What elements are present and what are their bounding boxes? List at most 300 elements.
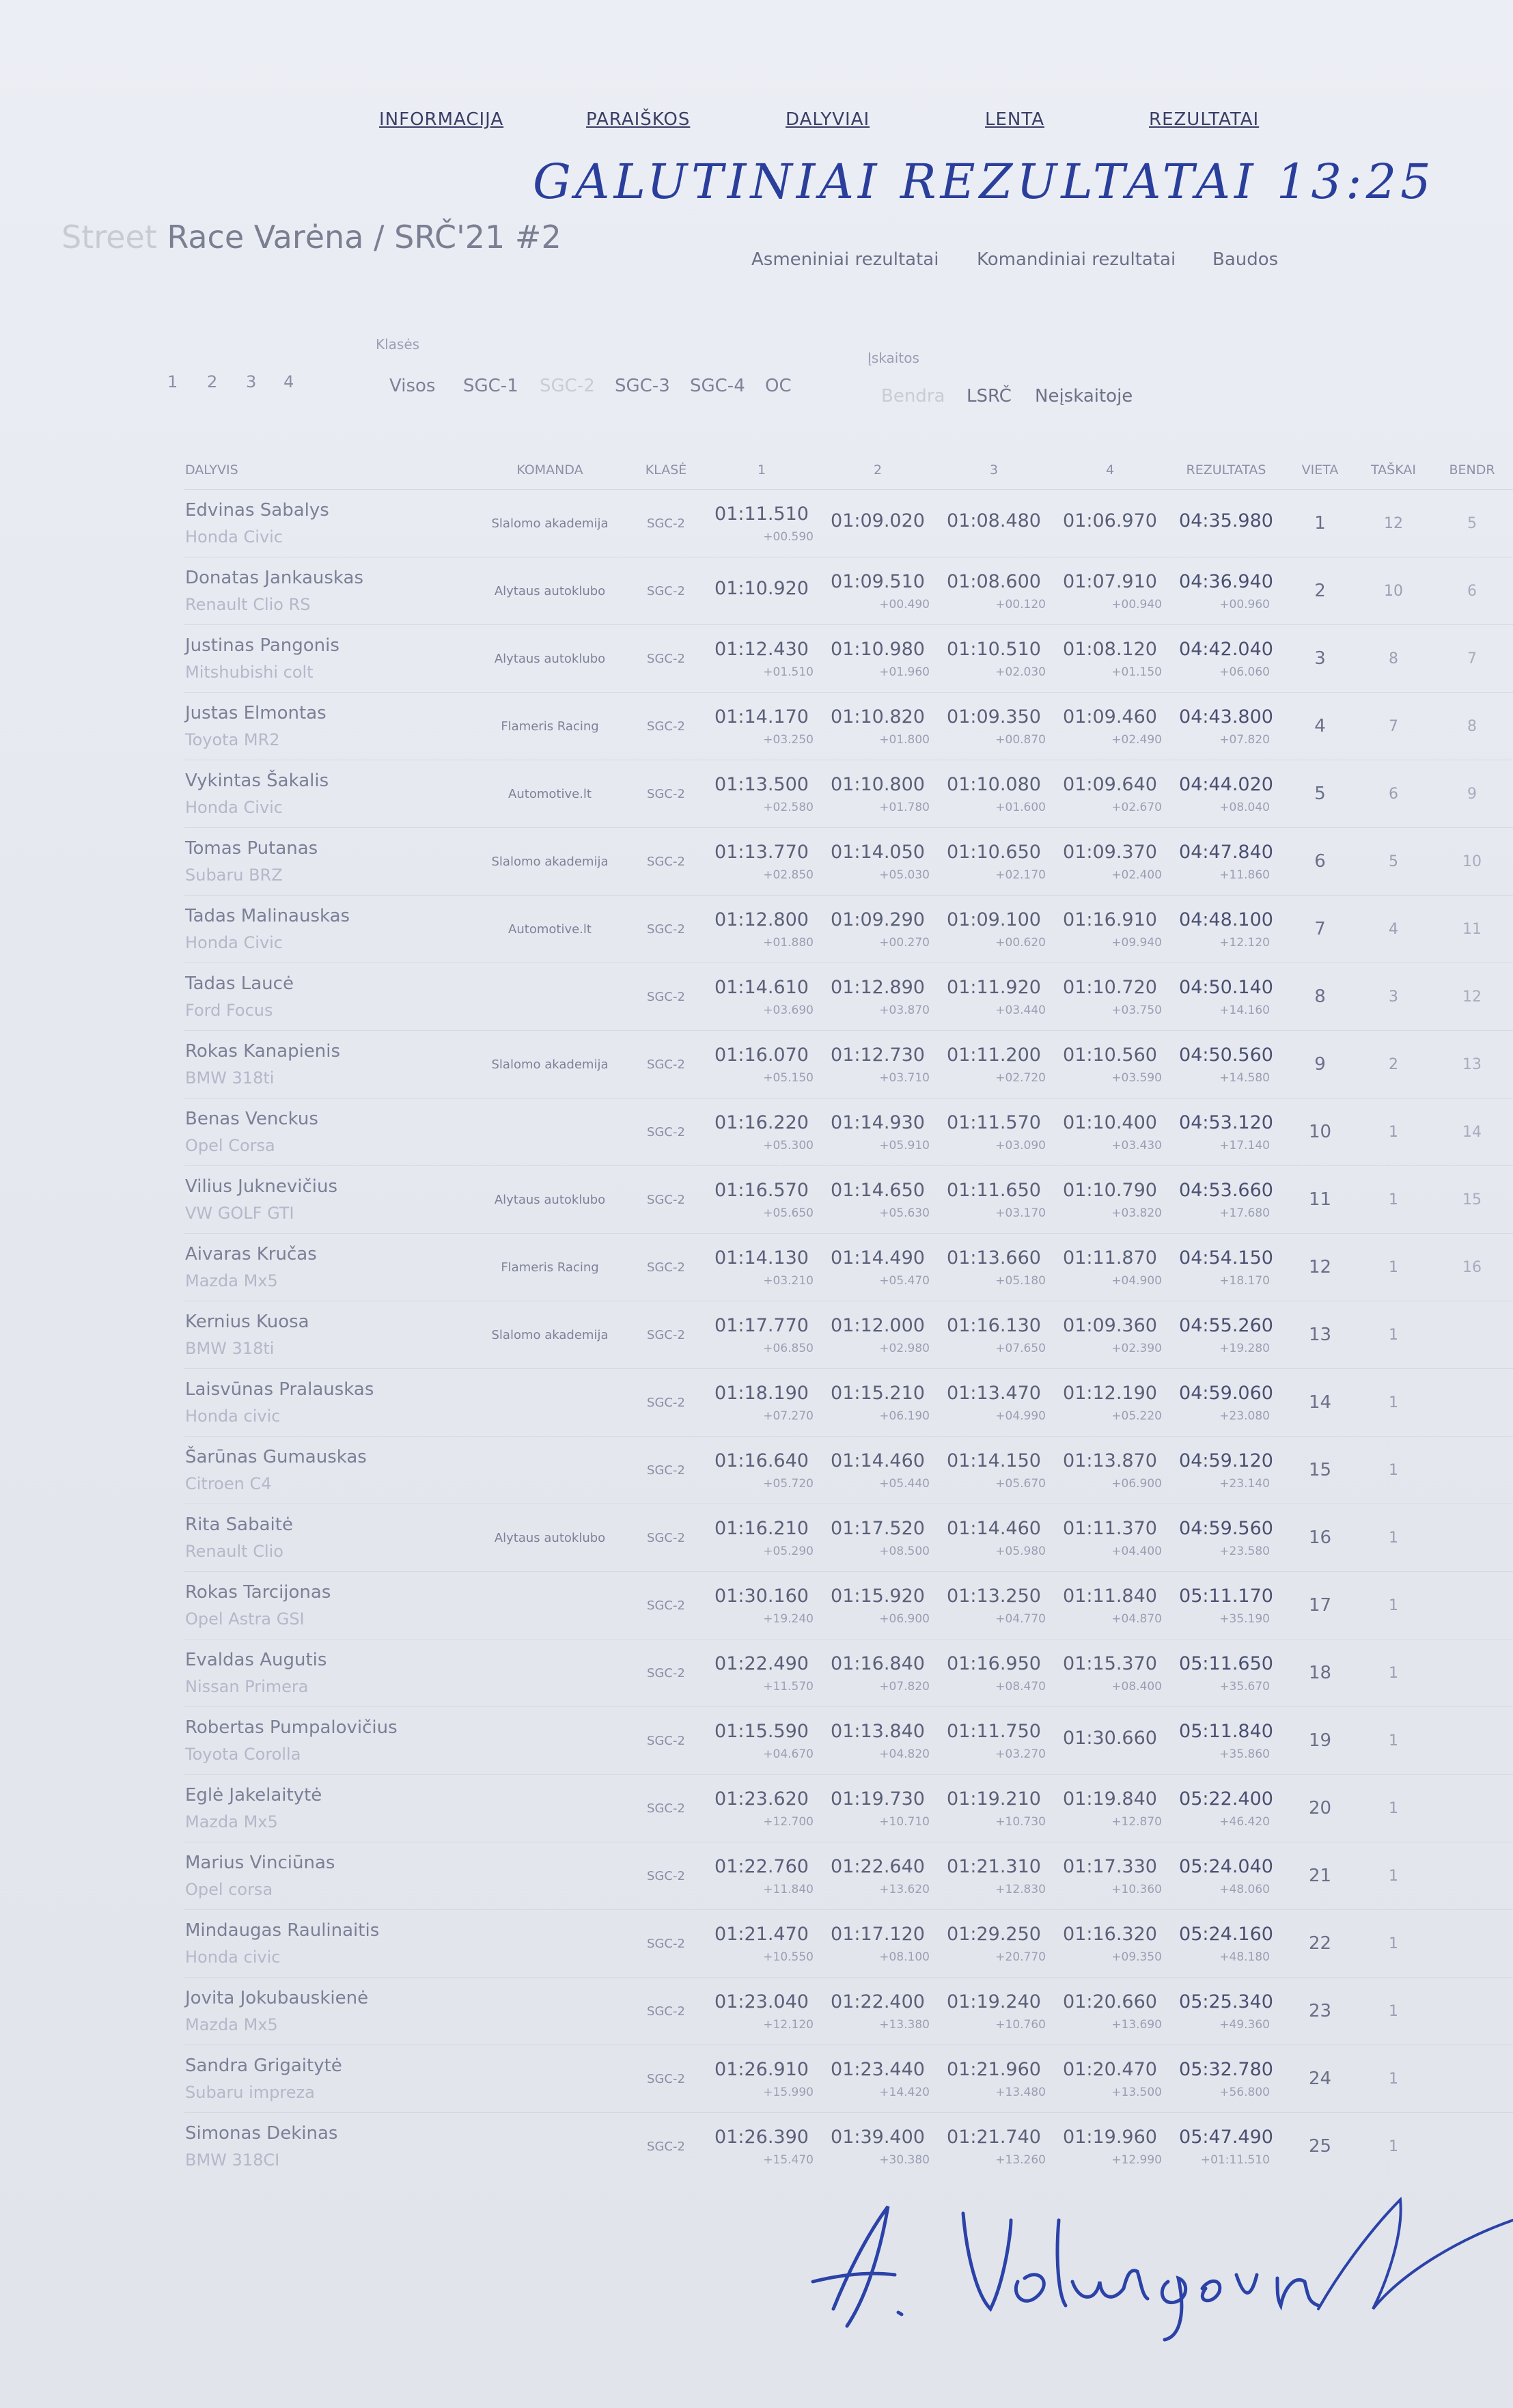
result-diff: +08.040 — [1219, 800, 1270, 814]
driver-car: Toyota Corolla — [185, 1745, 301, 1764]
lap-cell — [936, 828, 1052, 896]
lap-cell — [936, 2113, 1052, 2181]
lap-cell — [704, 1775, 820, 1842]
lap-time: 01:23.440 — [831, 2058, 925, 2080]
driver-cell — [184, 760, 471, 828]
class-cell — [628, 1842, 704, 1910]
nav-rezultatai[interactable]: REZULTATAI — [1149, 109, 1260, 130]
lap-cell — [1052, 625, 1168, 693]
result-time: 05:47.490 — [1179, 2126, 1273, 2148]
lap-diff: +10.730 — [995, 1814, 1046, 1829]
driver-car: BMW 318ti — [185, 1068, 275, 1088]
nav-paraiskos[interactable]: PARAIŠKOS — [586, 109, 691, 130]
lap-cell — [1052, 1031, 1168, 1098]
result-diff: +35.190 — [1219, 1611, 1270, 1626]
table-row[interactable] — [184, 1572, 1513, 1639]
driver-name: Tadas Malinauskas — [185, 906, 350, 926]
lap-cell — [820, 625, 936, 693]
table-row[interactable] — [184, 1842, 1513, 1910]
points-value: 12 — [1384, 514, 1403, 532]
driver-cell — [184, 1166, 471, 1234]
driver-cell — [184, 557, 471, 625]
driver-car: Mazda Mx5 — [185, 2015, 278, 2034]
points-cell — [1356, 490, 1431, 557]
lap-diff: +04.770 — [995, 1611, 1046, 1626]
bendr-value: 7 — [1467, 650, 1477, 667]
klases-label: Klasės — [376, 336, 420, 352]
lap-time: 01:12.190 — [1063, 1382, 1157, 1404]
result-cell — [1168, 2113, 1284, 2181]
lap-time: 01:09.350 — [947, 706, 1041, 728]
place-value: 12 — [1308, 1257, 1332, 1277]
points-value: 5 — [1389, 853, 1398, 870]
lap-cell — [704, 1098, 820, 1166]
table-row[interactable] — [184, 1234, 1513, 1301]
lap-time: 01:12.000 — [831, 1314, 925, 1336]
tab-asmeniniai[interactable]: Asmeniniai rezultatai — [751, 249, 939, 270]
lap-diff: +09.350 — [1111, 1950, 1162, 1964]
page-1[interactable]: 1 — [167, 372, 178, 391]
lap-diff: +02.390 — [1111, 1341, 1162, 1355]
driver-car: Ford Focus — [185, 1001, 273, 1020]
lap-time: 01:11.750 — [947, 1720, 1041, 1742]
team-cell — [471, 1098, 628, 1166]
driver-cell — [184, 2045, 471, 2113]
points-cell — [1356, 1775, 1431, 1842]
lap-diff: +12.990 — [1111, 2153, 1162, 2167]
table-row[interactable] — [184, 557, 1513, 625]
points-value: 1 — [1389, 1867, 1398, 1885]
team-cell — [471, 2113, 628, 2181]
result-subtabs — [751, 249, 1366, 277]
driver-car: Nissan Primera — [185, 1677, 309, 1696]
result-time: 05:22.400 — [1179, 1788, 1273, 1810]
lap-diff: +05.290 — [763, 1544, 814, 1558]
lap-diff: +12.120 — [763, 2017, 814, 2032]
table-row[interactable] — [184, 1775, 1513, 1842]
lap-time: 01:30.660 — [1063, 1727, 1157, 1749]
table-row[interactable] — [184, 693, 1513, 760]
class-name: SGC-2 — [647, 786, 685, 801]
table-row[interactable] — [184, 1369, 1513, 1437]
scope-neiskaitoje[interactable]: Neįskaitoje — [1035, 386, 1133, 406]
lap-time: 01:11.570 — [947, 1111, 1041, 1133]
lap-cell — [820, 490, 936, 557]
bendr-cell — [1431, 1978, 1513, 2045]
nav-lenta[interactable]: LENTA — [985, 109, 1045, 130]
lap-time: 01:21.740 — [947, 2126, 1041, 2148]
lap-time: 01:20.660 — [1063, 1991, 1157, 2012]
result-time: 04:44.020 — [1179, 773, 1273, 795]
lap-time: 01:12.890 — [831, 976, 925, 998]
lap-cell — [704, 490, 820, 557]
place-value: 7 — [1314, 919, 1326, 939]
class-cell — [628, 1166, 704, 1234]
lap-time: 01:14.930 — [831, 1111, 925, 1133]
table-row[interactable] — [184, 625, 1513, 693]
lap-cell — [704, 1301, 820, 1369]
lap-cell — [820, 1707, 936, 1775]
lap-cell — [704, 693, 820, 760]
lap-cell — [936, 760, 1052, 828]
team-name: Slalomo akademija — [491, 854, 609, 869]
lap-time: 01:26.390 — [714, 2126, 809, 2148]
points-cell — [1356, 2113, 1431, 2181]
driver-car: Toyota MR2 — [185, 730, 280, 749]
lap-diff: +07.270 — [763, 1409, 814, 1423]
bendr-value: 9 — [1467, 785, 1477, 803]
class-cell — [628, 828, 704, 896]
table-row[interactable] — [184, 1098, 1513, 1166]
bendr-value: 13 — [1462, 1055, 1482, 1073]
lap-cell — [936, 1166, 1052, 1234]
lap-time: 01:08.120 — [1063, 638, 1157, 660]
result-cell — [1168, 1842, 1284, 1910]
points-value: 4 — [1389, 920, 1398, 938]
result-diff: +56.800 — [1219, 2085, 1270, 2099]
driver-car: VW GOLF GTI — [185, 1204, 294, 1223]
lap-diff: +08.500 — [879, 1544, 930, 1558]
bendr-cell — [1431, 1031, 1513, 1098]
page-2[interactable]: 2 — [207, 372, 218, 391]
lap-cell — [1052, 490, 1168, 557]
result-time: 04:53.660 — [1179, 1179, 1273, 1201]
team-cell — [471, 1369, 628, 1437]
scope-bendra[interactable]: Bendra — [881, 386, 945, 406]
place-cell — [1284, 1437, 1356, 1504]
result-cell — [1168, 1301, 1284, 1369]
table-row[interactable] — [184, 1301, 1513, 1369]
lap-diff: +00.490 — [879, 597, 930, 611]
bendr-value: 14 — [1462, 1123, 1482, 1141]
place-value: 2 — [1314, 581, 1326, 601]
tab-komandiniai[interactable]: Komandiniai rezultatai — [977, 249, 1176, 270]
lap-diff: +19.240 — [763, 1611, 814, 1626]
lap-diff: +05.470 — [879, 1273, 930, 1288]
driver-name: Justas Elmontas — [185, 703, 327, 723]
result-time: 05:32.780 — [1179, 2058, 1273, 2080]
points-value: 1 — [1389, 2137, 1398, 2155]
team-cell — [471, 1504, 628, 1572]
driver-name: Tadas Laucė — [185, 973, 294, 994]
result-diff: +01:11.510 — [1200, 2153, 1270, 2167]
class-sgc3[interactable]: SGC-3 — [615, 376, 670, 396]
driver-name: Rokas Kanapienis — [185, 1041, 341, 1062]
team-cell — [471, 490, 628, 557]
place-cell — [1284, 760, 1356, 828]
driver-car: Citroen C4 — [185, 1474, 272, 1493]
lap-time: 01:20.470 — [1063, 2058, 1157, 2080]
driver-name: Mindaugas Raulinaitis — [185, 1920, 380, 1941]
result-time: 05:24.040 — [1179, 1855, 1273, 1877]
result-time: 05:24.160 — [1179, 1923, 1273, 1945]
lap-cell — [1052, 693, 1168, 760]
lap-cell — [1052, 760, 1168, 828]
points-value: 1 — [1389, 1935, 1398, 1952]
bendr-cell — [1431, 1842, 1513, 1910]
lap-time: 01:14.460 — [947, 1517, 1041, 1539]
team-name: Slalomo akademija — [491, 1057, 609, 1072]
nav-informacija[interactable]: INFORMACIJA — [379, 109, 504, 130]
table-row[interactable] — [184, 1978, 1513, 2045]
lap-cell — [704, 1166, 820, 1234]
class-sgc1[interactable]: SGC-1 — [463, 376, 518, 396]
table-row[interactable] — [184, 1707, 1513, 1775]
lap-time: 01:16.640 — [714, 1450, 809, 1471]
lap-diff: +30.380 — [879, 2153, 930, 2167]
table-row[interactable] — [184, 1910, 1513, 1978]
lap-diff: +02.720 — [995, 1070, 1046, 1085]
result-diff: +18.170 — [1219, 1273, 1270, 1288]
result-cell — [1168, 896, 1284, 963]
lap-diff: +00.120 — [995, 597, 1046, 611]
result-cell — [1168, 1707, 1284, 1775]
table-row[interactable] — [184, 2113, 1513, 2181]
table-row[interactable] — [184, 896, 1513, 963]
class-cell — [628, 896, 704, 963]
lap-cell — [1052, 1166, 1168, 1234]
lap-cell — [820, 557, 936, 625]
class-cell — [628, 1098, 704, 1166]
points-value: 1 — [1389, 1799, 1398, 1817]
lap-cell — [936, 1775, 1052, 1842]
class-sgc4[interactable]: SGC-4 — [690, 376, 745, 396]
driver-car: Mitshubishi colt — [185, 663, 314, 682]
lap-time: 01:06.970 — [1063, 510, 1157, 531]
class-cell — [628, 625, 704, 693]
lap-diff: +05.630 — [879, 1206, 930, 1220]
lap-diff: +05.300 — [763, 1138, 814, 1152]
place-cell — [1284, 1572, 1356, 1639]
lap-diff: +00.270 — [879, 935, 930, 950]
class-cell — [628, 1639, 704, 1707]
bendr-value: 11 — [1462, 920, 1482, 938]
lap-time: 01:09.640 — [1063, 773, 1157, 795]
place-value: 18 — [1308, 1663, 1332, 1683]
driver-cell — [184, 1031, 471, 1098]
driver-name: Marius Vinciūnas — [185, 1853, 335, 1873]
lap-diff: +03.170 — [995, 1206, 1046, 1220]
lap-time: 01:17.770 — [714, 1314, 809, 1336]
lap-cell — [1052, 1978, 1168, 2045]
lap-time: 01:11.840 — [1063, 1585, 1157, 1607]
place-cell — [1284, 2045, 1356, 2113]
class-cell — [628, 1978, 704, 2045]
table-row[interactable] — [184, 1031, 1513, 1098]
points-cell — [1356, 760, 1431, 828]
place-cell — [1284, 1639, 1356, 1707]
result-diff: +17.140 — [1219, 1138, 1270, 1152]
place-value: 10 — [1308, 1122, 1332, 1142]
result-diff: +14.160 — [1219, 1003, 1270, 1017]
class-name: SGC-2 — [647, 1936, 685, 1951]
lap-diff: +04.870 — [1111, 1611, 1162, 1626]
lap-time: 01:10.080 — [947, 773, 1041, 795]
lap-time: 01:15.370 — [1063, 1652, 1157, 1674]
result-diff: +48.180 — [1219, 1950, 1270, 1964]
lap-cell — [820, 693, 936, 760]
lap-time: 01:14.610 — [714, 976, 809, 998]
lap-cell — [1052, 1098, 1168, 1166]
lap-cell — [1052, 2045, 1168, 2113]
lap-time: 01:10.400 — [1063, 1111, 1157, 1133]
team-cell — [471, 1437, 628, 1504]
place-cell — [1284, 1098, 1356, 1166]
lap-time: 01:11.870 — [1063, 1247, 1157, 1269]
lap-cell — [936, 963, 1052, 1031]
driver-name: Kernius Kuosa — [185, 1312, 309, 1332]
place-cell — [1284, 1031, 1356, 1098]
class-oc[interactable]: OC — [765, 376, 792, 396]
class-visos[interactable]: Visos — [389, 376, 436, 396]
bendr-value: 16 — [1462, 1258, 1482, 1276]
lap-diff: +03.870 — [879, 1003, 930, 1017]
lap-diff: +02.670 — [1111, 800, 1162, 814]
result-diff: +35.860 — [1219, 1747, 1270, 1761]
team-name: Slalomo akademija — [491, 1327, 609, 1342]
table-row[interactable] — [184, 1166, 1513, 1234]
lap-time: 01:15.590 — [714, 1720, 809, 1742]
lap-diff: +10.760 — [995, 2017, 1046, 2032]
result-time: 04:36.940 — [1179, 570, 1273, 592]
lap-diff: +05.720 — [763, 1476, 814, 1491]
result-diff: +11.860 — [1219, 868, 1270, 882]
page-4[interactable]: 4 — [283, 372, 294, 391]
table-row[interactable] — [184, 1504, 1513, 1572]
lap-time: 01:10.980 — [831, 638, 925, 660]
result-diff: +14.580 — [1219, 1070, 1270, 1085]
lap-cell — [936, 1031, 1052, 1098]
lap-diff: +02.850 — [763, 868, 814, 882]
lap-cell — [936, 1572, 1052, 1639]
lap-diff: +01.510 — [763, 665, 814, 679]
class-name: SGC-2 — [647, 651, 685, 666]
result-time: 04:59.560 — [1179, 1517, 1273, 1539]
lap-cell — [1052, 2113, 1168, 2181]
lap-time: 01:09.510 — [831, 570, 925, 592]
result-time: 05:11.840 — [1179, 1720, 1273, 1742]
result-time: 04:50.140 — [1179, 976, 1273, 998]
lap-cell — [1052, 1369, 1168, 1437]
nav-dalyviai[interactable]: DALYVIAI — [786, 109, 870, 130]
lap-time: 01:13.500 — [714, 773, 809, 795]
lap-time: 01:17.120 — [831, 1923, 925, 1945]
points-value: 2 — [1389, 1055, 1398, 1073]
lap-diff: +20.770 — [995, 1950, 1046, 1964]
lap-cell — [704, 1234, 820, 1301]
team-cell — [471, 1842, 628, 1910]
bendr-cell — [1431, 625, 1513, 693]
lap-cell — [1052, 1437, 1168, 1504]
result-cell — [1168, 1369, 1284, 1437]
driver-car: Opel Corsa — [185, 1136, 275, 1155]
scope-lsrc[interactable]: LSRČ — [967, 386, 1012, 406]
driver-cell — [184, 1842, 471, 1910]
lap-time: 01:10.920 — [714, 577, 809, 599]
driver-car: Renault Clio RS — [185, 595, 311, 614]
result-diff: +48.060 — [1219, 1882, 1270, 1896]
lap-diff: +02.980 — [879, 1341, 930, 1355]
result-cell — [1168, 828, 1284, 896]
lap-time: 01:10.650 — [947, 841, 1041, 863]
result-cell — [1168, 1639, 1284, 1707]
place-cell — [1284, 1166, 1356, 1234]
table-row[interactable] — [184, 963, 1513, 1031]
lap-diff: +03.430 — [1111, 1138, 1162, 1152]
table-row[interactable] — [184, 828, 1513, 896]
result-diff: +23.080 — [1219, 1409, 1270, 1423]
table-row[interactable] — [184, 490, 1513, 557]
bendr-cell — [1431, 693, 1513, 760]
points-value: 1 — [1389, 1461, 1398, 1479]
lap-cell — [704, 2113, 820, 2181]
lap-cell — [820, 1910, 936, 1978]
bendr-value: 10 — [1462, 853, 1482, 870]
class-sgc2[interactable]: SGC-2 — [540, 376, 595, 396]
table-row[interactable] — [184, 2045, 1513, 2113]
lap-diff: +11.840 — [763, 1882, 814, 1896]
place-value: 11 — [1308, 1189, 1332, 1210]
lap-cell — [820, 828, 936, 896]
lap-diff: +05.030 — [879, 868, 930, 882]
table-header — [184, 451, 1513, 490]
driver-cell — [184, 693, 471, 760]
team-cell — [471, 1639, 628, 1707]
lap-diff: +03.090 — [995, 1138, 1046, 1152]
table-row[interactable] — [184, 1639, 1513, 1707]
lap-diff: +05.980 — [995, 1544, 1046, 1558]
table-row[interactable] — [184, 1437, 1513, 1504]
lap-cell — [704, 1572, 820, 1639]
result-cell — [1168, 1910, 1284, 1978]
lap-cell — [1052, 1234, 1168, 1301]
class-name: SGC-2 — [647, 1463, 685, 1478]
lap-time: 01:18.190 — [714, 1382, 809, 1404]
points-cell — [1356, 1978, 1431, 2045]
lap-time: 01:22.760 — [714, 1855, 809, 1877]
result-cell — [1168, 1234, 1284, 1301]
bendr-cell — [1431, 1639, 1513, 1707]
result-cell — [1168, 1775, 1284, 1842]
result-time: 04:48.100 — [1179, 909, 1273, 930]
points-value: 1 — [1389, 1394, 1398, 1411]
lap-time: 01:23.620 — [714, 1788, 809, 1810]
class-cell — [628, 1301, 704, 1369]
class-cell — [628, 1572, 704, 1639]
driver-name: Justinas Pangonis — [185, 635, 339, 656]
lap-time: 01:15.210 — [831, 1382, 925, 1404]
lap-time: 01:21.470 — [714, 1923, 809, 1945]
page-3[interactable]: 3 — [246, 372, 257, 391]
lap-diff: +07.650 — [995, 1341, 1046, 1355]
result-cell — [1168, 963, 1284, 1031]
place-value: 19 — [1308, 1730, 1332, 1751]
driver-name: Robertas Pumpalovičius — [185, 1717, 398, 1738]
col-lap-4: 4 — [1105, 462, 1115, 478]
lap-diff: +06.900 — [1111, 1476, 1162, 1491]
points-value: 1 — [1389, 1326, 1398, 1344]
lap-cell — [936, 896, 1052, 963]
table-row[interactable] — [184, 760, 1513, 828]
lap-cell — [936, 625, 1052, 693]
lap-cell — [936, 1504, 1052, 1572]
lap-cell — [936, 1910, 1052, 1978]
points-value: 1 — [1389, 1529, 1398, 1547]
lap-time: 01:09.020 — [831, 510, 925, 531]
lap-cell — [704, 557, 820, 625]
tab-baudos[interactable]: Baudos — [1212, 249, 1279, 270]
lap-cell — [1052, 963, 1168, 1031]
